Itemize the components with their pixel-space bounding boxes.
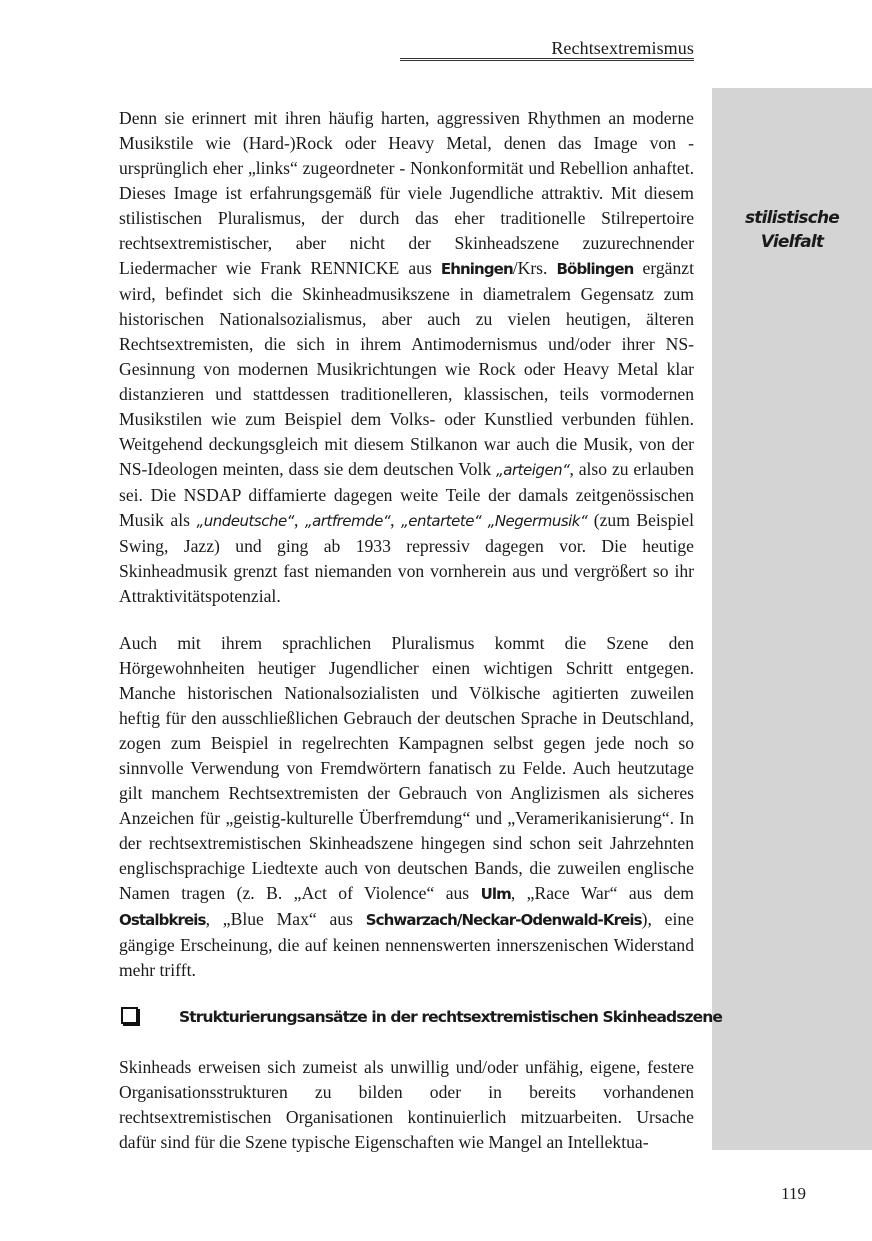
- text-run: , „Race War“ aus dem: [510, 883, 694, 903]
- paragraph-2: [119, 631, 694, 983]
- section-heading-text: Strukturierungsansätze in der rechtsextremistischen Skinheadszene: [179, 1008, 723, 1026]
- paragraph-1: [119, 106, 694, 609]
- running-title: Rechtsextremismus: [551, 38, 694, 58]
- place-name-schwarzach: Schwarzach/Neckar-Odenwald-Kreis: [365, 911, 642, 929]
- text-run: ), eine gängige Erscheinung, die auf keinen nennenswerten innerszenischen Widerstand mehr trifft.: [119, 909, 694, 980]
- text-run: Auch mit ihrem sprachlichen Pluralismus kommt die Szene den Hörgewohnheiten heutiger Jugendlicher einen wichtigen Schritt entgegen. Manche historischen Nationalsozialisten und Völkische agitierten zuweilen heftig für den ausschließlichen Gebrauch der deutschen Sprache in Deutschland, zogen zum Beispiel in regelrechten Kampagnen selbst gegen jede noch so sinnvolle Verwendung von Fremdwörtern fanatisch zu Felde. Auch heutzutage gilt manchem Rechtsextremisten der Gebrauch von Anglizismen als sicheres Anzeichen für „geistig-kulturelle Überfremdung“ und „Veramerikanisierung“. In der rechtsextremistischen Skinheadszene hingegen sind schon seit Jahrzehnten englischsprachige Liedtexte auch von deutschen Bands, die zuweilen englische Namen tragen (z. B. „Act of Violence“ aus: [119, 633, 694, 903]
- text-run: (zum Beispiel Swing, Jazz) und ging ab 1933 repressiv dagegen vor. Die heutige Skinheadmusik grenzt fast niemanden von vornherein aus und vergrößert so ihr Attraktivitätspotenzial.: [119, 510, 694, 606]
- text-run: ,: [293, 510, 305, 530]
- margin-note-line-1: stilistische: [744, 208, 840, 228]
- text-run: , also zu erlauben sei. Die NSDAP diffamierte dagegen weite Teile der damals zeitgenössischen Musik als: [119, 459, 694, 530]
- place-name-boeblingen: Böblingen: [556, 260, 634, 278]
- quoted-term: „arteigen“: [496, 461, 570, 479]
- text-run: , „Blue Max“ aus: [205, 909, 366, 929]
- margin-note: [712, 206, 872, 254]
- quoted-term: „artfremde“: [304, 512, 391, 530]
- paragraph-3: [119, 1055, 694, 1155]
- text-run: ,: [390, 510, 401, 530]
- checkbox-bullet-icon: [121, 1007, 138, 1024]
- margin-note-line-2: Vielfalt: [760, 232, 824, 252]
- place-name-ostalbkreis: Ostalbkreis: [119, 911, 206, 929]
- quoted-term: „entartete“ „Negermusik“: [401, 512, 588, 530]
- page-number: 119: [781, 1184, 806, 1203]
- place-name-ehningen: Ehningen: [440, 260, 513, 278]
- header-rule: [400, 58, 694, 61]
- section-heading: [119, 1004, 723, 1030]
- text-run: /Krs.: [512, 258, 557, 278]
- text-run: Denn sie erinnert mit ihren häufig harten, aggressiven Rhythmen an moderne Musikstile wie (Hard-)Rock oder Heavy Metal, denen das Image von - ursprünglich eher „links“ zugeordneter - Nonkonformität und Rebellion anhaftet. Dieses Image ist erfahrungsgemäß für viele Jugendliche attraktiv. Mit diesem stilistischen Pluralismus, der durch das eher traditionelle Stilrepertoire rechtsextremistischer, aber nicht der Skinheadszene zuzurechnender Liedermacher wie Frank RENNICKE aus: [119, 108, 694, 278]
- text-run: Skinheads erweisen sich zumeist als unwillig und/oder unfähig, eigene, festere Organisationsstrukturen zu bilden oder in bereits vorhandenen rechtsextremistischen Organisationen kontinuierlich mitzuarbeiten. Ursache dafür sind für die Szene typische Eigenschaften wie Mangel an Intellektua-: [119, 1057, 694, 1152]
- text-run: ergänzt wird, befindet sich die Skinheadmusikszene in diametralem Gegensatz zum historischen Nationalsozialismus, aber auch zu vielen heutigen, älteren Rechtsextremisten, die sich in ihrem Antimodernismus und/oder ihrer NS-Gesinnung von modernen Musikrichtungen wie Rock oder Heavy Metal klar distanzieren und stattdessen traditionelleren, klassischen, teils vormodernen Musikstilen wie zum Beispiel dem Volks- oder Kunstlied verbunden fühlen. Weitgehend deckungsgleich mit diesem Stilkanon war auch die Musik, von der NS-Ideologen meinten, dass sie dem deutschen Volk: [119, 258, 694, 479]
- place-name-ulm: Ulm: [480, 885, 511, 903]
- quoted-term: „undeutsche“: [196, 512, 294, 530]
